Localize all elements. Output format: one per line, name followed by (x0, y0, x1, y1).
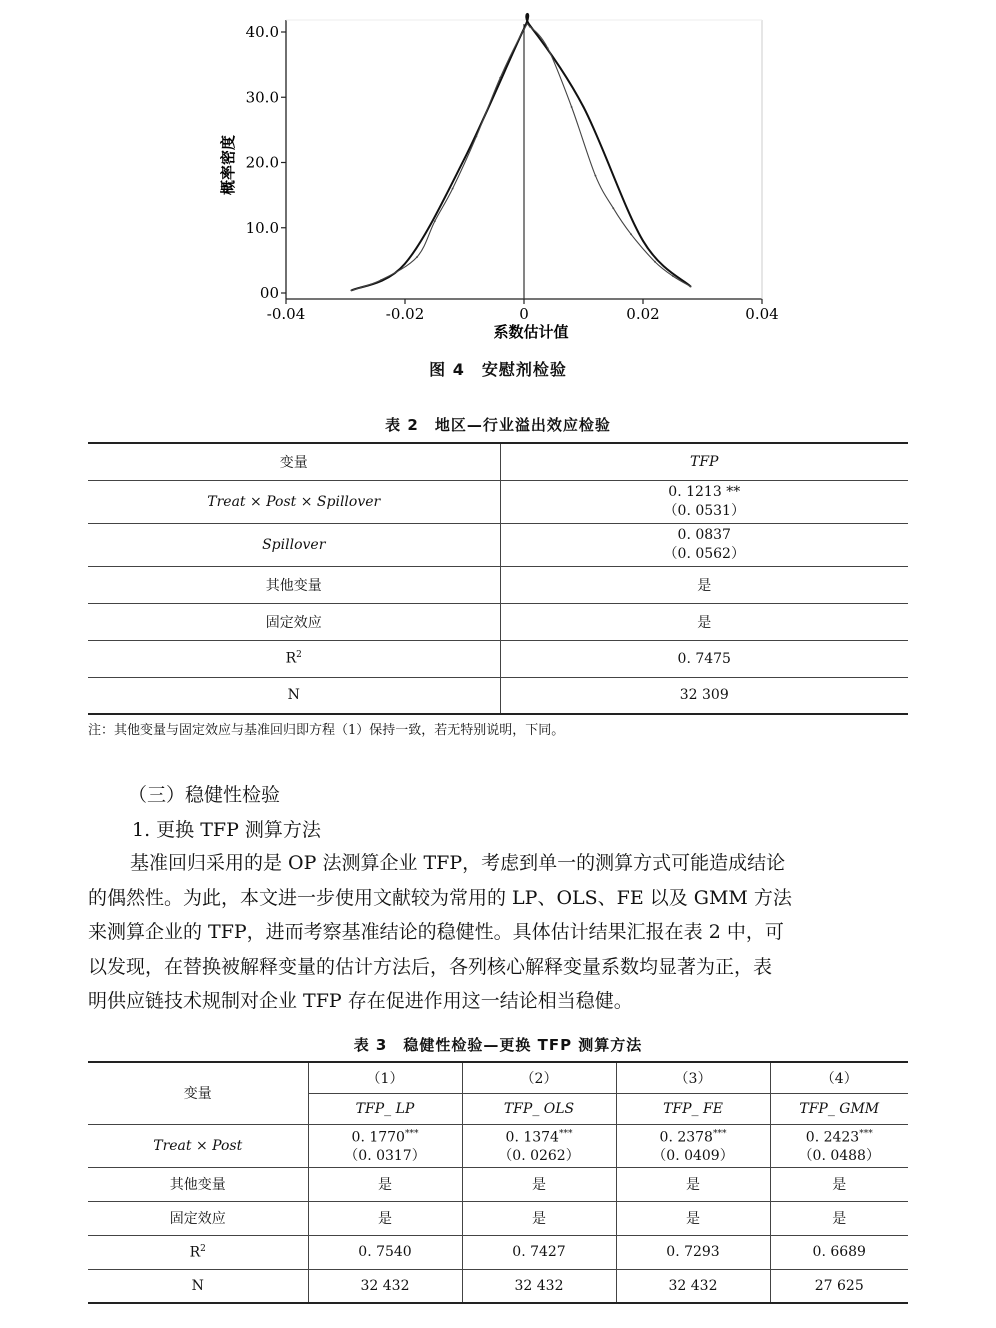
table2-caption: 表 2 地区—行业溢出效应检验 (385, 416, 611, 434)
col-name: TFP_ GMM (770, 1093, 908, 1124)
data-point (595, 175, 597, 177)
chart-ticks (246, 23, 779, 323)
r-sup: 2 (296, 650, 302, 661)
paragraph-line: 的偶然性。为此，本文进一步使用文献较为常用的 LP、OLS、FE 以及 GMM 方法 (88, 886, 792, 909)
table3-cell (462, 1124, 616, 1167)
data-point (523, 29, 525, 31)
data-point (672, 275, 674, 277)
significance-stars: *** (558, 1128, 573, 1139)
data-point (351, 290, 353, 292)
y-tick-label: 00 (259, 284, 279, 302)
table3-cell (308, 1124, 462, 1167)
coef-value: 0. 2378 (659, 1129, 713, 1146)
y-tick-label: 30.0 (245, 88, 279, 107)
x-tick-label: 0.04 (745, 305, 779, 323)
table2-row-label: Treat × Post × Spillover (88, 480, 500, 523)
significance-stars: *** (404, 1128, 419, 1139)
data-point (452, 188, 454, 190)
table-row (88, 640, 908, 677)
table3-cell: 是 (616, 1201, 770, 1235)
kernel-density-line (351, 24, 690, 291)
paragraph-line: 来测算企业的 TFP，进而考察基准结论的稳健性。具体估计结果汇报在表 2 中，可 (88, 921, 784, 943)
table3-cell: 32 432 (462, 1269, 616, 1303)
coef-value: 0. 1770 (351, 1129, 405, 1146)
section-paragraph (88, 846, 908, 1019)
figure-caption: 图 4 安慰剂检验 (429, 360, 567, 379)
table-row (88, 1167, 908, 1201)
table-row (88, 1124, 908, 1167)
table3-var-header: 变量 (88, 1062, 308, 1124)
col-number: （3） (616, 1062, 770, 1093)
se-value: （0. 0317） (344, 1148, 426, 1165)
table2-header-row (88, 443, 908, 480)
data-point (690, 286, 692, 288)
table2-row-label: 其他变量 (88, 566, 500, 603)
table3-row-label: Treat × Post (88, 1124, 308, 1167)
coef-value: 0. 1374 (505, 1129, 559, 1146)
se-value: （0. 0562） (663, 545, 745, 562)
table3-cell: 是 (462, 1167, 616, 1201)
x-tick-label: -0.04 (266, 305, 306, 323)
data-point (464, 158, 466, 160)
data-point (612, 207, 614, 209)
data-point (416, 256, 418, 258)
table2-tfp-header: TFP (500, 443, 908, 480)
table3-cell: 0. 6689 (770, 1235, 908, 1269)
table3-cell: 0. 7427 (462, 1235, 616, 1269)
table3-cell: 是 (616, 1167, 770, 1201)
y-tick-label: 40.0 (245, 23, 279, 41)
col-name: TFP_ LP (308, 1093, 462, 1124)
x-axis-label: 系数估计值 (493, 323, 569, 341)
table2-row-label: Spillover (88, 523, 500, 566)
coef-value: 0. 2423 (805, 1129, 860, 1146)
table2-note: 注：其他变量与固定效应与基准回归即方程（1）保持一致，若无特别说明，下同。 (88, 723, 565, 738)
se-value: （0. 0262） (498, 1148, 580, 1165)
table2-cell (500, 523, 908, 566)
table3-cell (770, 1124, 908, 1167)
table-row (88, 1269, 908, 1303)
table2-row-label: 固定效应 (88, 603, 500, 640)
data-point (547, 47, 549, 49)
coef-value: 0. 1213 (668, 483, 722, 500)
table-row (88, 566, 908, 603)
x-tick-label: 0.02 (626, 305, 660, 323)
table2 (88, 442, 908, 715)
col-number: （4） (770, 1062, 908, 1093)
table3-header-row (88, 1062, 908, 1093)
table3-cell: 是 (770, 1167, 908, 1201)
col-name: TFP_ FE (616, 1093, 770, 1124)
table2-var-header: 变量 (88, 443, 500, 480)
r-sup: 2 (200, 1243, 206, 1254)
section-heading: （三）稳健性检验 (128, 784, 281, 806)
data-point (476, 136, 478, 138)
table2-cell (500, 480, 908, 523)
table-row (88, 1201, 908, 1235)
col-number: （1） (308, 1062, 462, 1093)
se-value: （0. 0409） (652, 1148, 734, 1165)
table3-row-label: N (88, 1269, 308, 1303)
table2-cell: 是 (500, 603, 908, 640)
data-point (434, 220, 436, 222)
x-tick-label: 0 (519, 305, 529, 323)
significance-stars: ** (726, 483, 741, 500)
data-point (583, 106, 585, 108)
paragraph-line: 基准回归采用的是 OP 法测算企业 TFP，考虑到单一的测算方式可能造成结论 (130, 852, 786, 874)
placebo-density-chart (200, 10, 800, 350)
y-tick-label: 20.0 (245, 153, 279, 172)
table3-cell: 32 432 (616, 1269, 770, 1303)
table-row (88, 603, 908, 640)
y-tick-label: 10.0 (245, 218, 279, 237)
data-point (630, 233, 632, 235)
data-point (571, 106, 573, 108)
normal-density-line (351, 14, 690, 291)
se-value: （0. 0488） (798, 1148, 880, 1165)
table2-cell: 是 (500, 566, 908, 603)
table2-row-label: N (88, 677, 500, 714)
significance-stars: *** (859, 1128, 873, 1139)
table3-cell: 32 432 (308, 1269, 462, 1303)
col-number: （2） (462, 1062, 616, 1093)
table3-cell: 是 (770, 1201, 908, 1235)
r-label: R (189, 1244, 201, 1261)
y-axis-label: 概率密度 (219, 134, 237, 196)
table2-cell: 0. 7475 (500, 640, 908, 677)
data-point (499, 77, 501, 79)
chart-axes (286, 20, 762, 299)
table2-row-label (88, 640, 500, 677)
section-subheading: 1. 更换 TFP 测算方法 (132, 819, 321, 841)
table3-row-label (88, 1235, 308, 1269)
significance-stars: *** (712, 1128, 727, 1139)
table3-cell: 0. 7540 (308, 1235, 462, 1269)
data-point (654, 261, 656, 263)
table3-row-label: 固定效应 (88, 1201, 308, 1235)
table-row (88, 523, 908, 566)
table3-cell: 0. 7293 (616, 1235, 770, 1269)
table-row (88, 677, 908, 714)
paragraph-line: 明供应链技术规制对企业 TFP 存在促进作用这一结论相当稳健。 (88, 990, 633, 1012)
table3-cell (616, 1124, 770, 1167)
data-point (642, 240, 644, 242)
col-name: TFP_ OLS (462, 1093, 616, 1124)
r-label: R (285, 650, 297, 667)
coef-value: 0. 0837 (677, 526, 731, 543)
x-tick-label: -0.02 (385, 305, 425, 323)
table3-cell: 是 (308, 1201, 462, 1235)
data-point (380, 279, 382, 281)
table2-cell: 32 309 (679, 687, 729, 704)
table3-caption: 表 3 稳健性检验—更换 TFP 测算方法 (353, 1036, 643, 1054)
table3-cell: 是 (462, 1201, 616, 1235)
data-point (404, 263, 406, 265)
table3-row-label: 其他变量 (88, 1167, 308, 1201)
chart-series (351, 14, 692, 291)
table-row (88, 1235, 908, 1269)
table-row (88, 480, 908, 523)
table3-cell: 是 (308, 1167, 462, 1201)
data-point (529, 26, 531, 28)
paragraph-line: 以发现，在替换被解释变量的估计方法后，各列核心解释变量系数均显著为正，表 (88, 955, 773, 978)
se-value: （0. 0531） (663, 502, 745, 519)
table3-cell: 27 625 (814, 1277, 864, 1294)
table3 (88, 1061, 908, 1304)
